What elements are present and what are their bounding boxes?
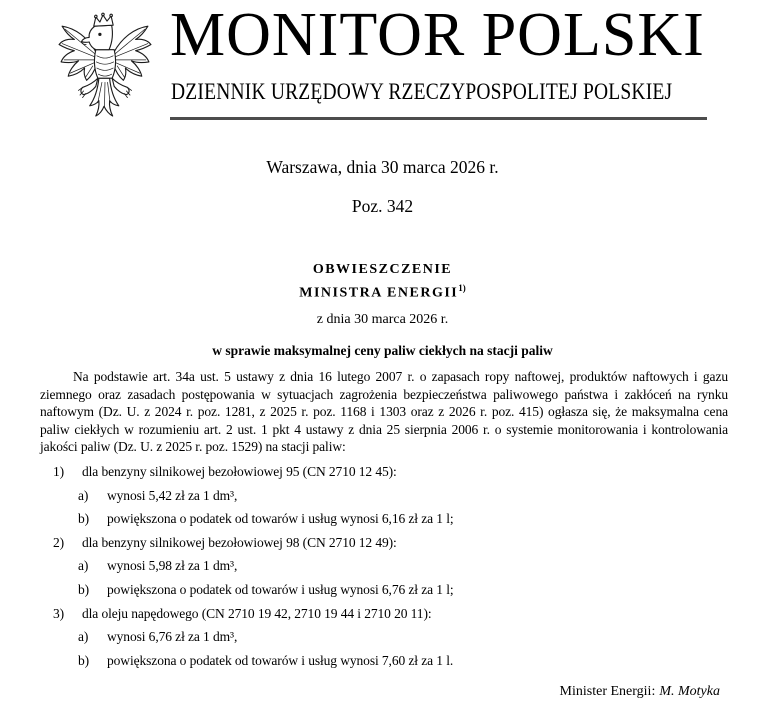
list-item-1a: [40, 487, 728, 505]
subitem-letter: b): [78, 511, 90, 527]
item-text: dla benzyny silnikowej bezołowiowej 98 (CN 2710 12 49):: [82, 534, 397, 550]
act-body: [40, 368, 728, 669]
item-text: dla oleju napędowego (CN 2710 19 42, 2710 19 44 i 2710 20 11):: [82, 605, 432, 621]
subitem-text: powiększona o podatek od towarów i usług wynosi 6,16 zł za 1 l;: [107, 511, 454, 527]
subitem-text: powiększona o podatek od towarów i usług wynosi 6,76 zł za 1 l;: [107, 581, 454, 597]
intro-line: Na podstawie art. 34a ust. 5 ustawy z dnia 16 lutego 2007 r. o zapasach ropy naftowej, produktów naftowych i gazu: [73, 369, 728, 384]
item-number: 3): [53, 605, 65, 621]
act-issuer-text: MINISTRA ENERGII: [299, 285, 459, 301]
list-item-1: [40, 463, 728, 481]
list-item-3: [40, 605, 728, 623]
act-issuer-heading: [0, 283, 765, 302]
list-item-2a: [40, 557, 728, 575]
subitem-text: wynosi 5,98 zł za 1 dm³,: [107, 558, 238, 574]
intro-line: jakości paliw (Dz. U. z 2025 r. poz. 1529) na stacji paliw:: [40, 439, 346, 455]
list-item-3a: [40, 628, 728, 646]
subitem-letter: a): [78, 558, 89, 574]
item-number: 2): [53, 534, 65, 550]
list-item-2: [40, 534, 728, 552]
signature: [560, 684, 720, 700]
act-type-heading: OBWIESZCZENIE: [312, 262, 453, 277]
fuel-price-list: [40, 463, 728, 669]
subitem-letter: a): [78, 629, 89, 645]
intro-line: ziemnego oraz zasadach postępowania w sytuacjach zagrożenia bezpieczeństwa paliwowego państwa i zakłóceń na rynku: [40, 386, 728, 402]
list-item-1b: [40, 510, 728, 528]
place-date-line: Warszawa, dnia 30 marca 2026 r.: [266, 157, 499, 177]
subitem-letter: b): [78, 652, 90, 668]
masthead-subtitle: DZIENNIK URZĘDOWY RZECZYPOSPOLITEJ POLSKIEJ: [171, 80, 673, 105]
intro-paragraph: [40, 368, 728, 456]
polish-eagle-emblem-icon: [56, 12, 154, 122]
subitem-letter: b): [78, 581, 90, 597]
act-date-line: z dnia 30 marca 2026 r.: [316, 311, 449, 327]
intro-line: naftowym (Dz. U. z 2024 r. poz. 1281, z 2025 r. poz. 1168 i 1303 oraz z 2026 r. poz. 415) ogłasza się, że maksymalna cena: [40, 404, 728, 420]
signature-role: Minister Energii:: [559, 684, 656, 699]
item-number: 1): [53, 463, 65, 479]
subitem-text: wynosi 5,42 zł za 1 dm³,: [107, 487, 238, 503]
act-header: [0, 262, 765, 359]
signature-name: M. Motyka: [659, 684, 720, 699]
position-number: Poz. 342: [351, 196, 414, 216]
footnote-marker: 1): [458, 283, 466, 293]
subitem-letter: a): [78, 487, 89, 503]
masthead-rule: [170, 117, 707, 120]
list-item-2b: [40, 581, 728, 599]
intro-line: paliw ciekłych w rozumieniu art. 2 ust. 1 pkt 4 ustawy z dnia 25 sierpnia 2006 r. o systemie monitorowania i kontrolowania: [40, 421, 728, 437]
subitem-text: wynosi 6,76 zł za 1 dm³,: [107, 629, 238, 645]
item-text: dla benzyny silnikowej bezołowiowej 95 (CN 2710 12 45):: [82, 463, 397, 479]
masthead-title: MONITOR POLSKI: [170, 1, 705, 69]
subitem-text: powiększona o podatek od towarów i usług wynosi 7,60 zł za 1 l.: [107, 652, 454, 668]
act-subject-line: w sprawie maksymalnej ceny paliw ciekłych na stacji paliw: [212, 342, 553, 358]
list-item-3b: [40, 652, 728, 670]
